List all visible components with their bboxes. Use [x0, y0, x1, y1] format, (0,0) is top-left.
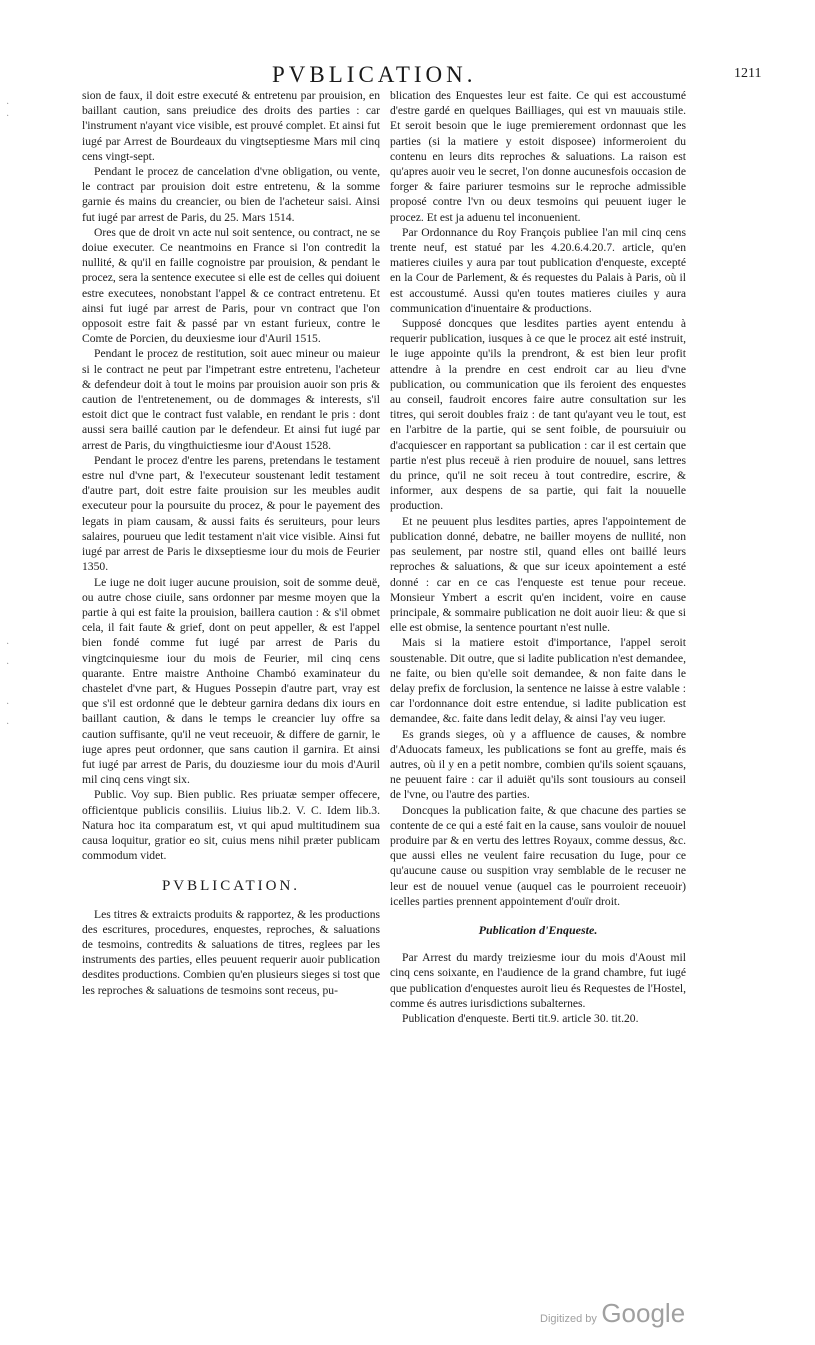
left-paragraph: Le iuge ne doit iuger aucune prouision, soit de somme deuë, ou autre chose ciuile, sans ordonner par mesme moyen que la partie à qui est faite la prouision, baillera caution : & s'il obmet cela, il fait faute & grief, dont on peut appeller, & est l'appel bien fondé comme fut iugé par arrest de Paris du vingtcinquiesme iour du mois de Feurier, mil cinq cens quarante. Entre maistre Anthoine Chambó examinateur du chastelet d'vne part, & Hugues Possepin d'autre part, vray est que s'il est ordonné que le debteur garnira dedans dix iours en baillant caution, & dans le temps le creancier luy offre sa caution suffisante, qu'il ne veut receuoir, & differe de garnir, le iuge apres peut ordonner, que sans caution il garnira. Et ainsi fut iugé par arrest de Paris, du douziesme iour du mois d'Auril mil cinq cens vingt six.: [82, 575, 380, 787]
right-paragraph: Doncques la publication faite, & que chacune des parties se contente de ce qui a esté fait en la cause, sans vouloir de nouuel produire par & en vertu des lettres Royaux, comme dessus, &c. que aussi elles ne veulent faire recusation du Iuge, pour ce qu'aucune cause ou suspition vray semblable de le recuser ne leur est de nouuel venue (auquel cas le pourroient receuoir) icelles parties prennent appointement d'ouïr droit.: [390, 803, 686, 908]
public-note: Public. Voy sup. Bien public. Res priuatæ semper offecere, officientque publicis consiliis. Liuius lib.2. V. C. Idem lib.3. Natura hoc ita comparatum est, vt qui apud multitudinem sua causa loquitur, gratior eo sit, cuius mens nihil præter publicam commodum videt.: [82, 788, 380, 863]
left-paragraph: Pendant le procez d'entre les parens, pretendans le testament estre nul d'vne part, & l'executeur soustenant ledit testament d'autre part, doit estre faite prouision sur les meubles audit executeur pour la poursuite du procez, & pour le payement des legats in piam causam, & aussi faits és seruiteurs, pour leurs salaires, pourueu que ledit testament n'ait vice visible. Ainsi fut iugé par arrest de Paris le dixseptiesme iour du mois de Feurier 1350.: [82, 453, 380, 574]
right-column: [390, 88, 686, 1026]
section-heading: PVBLICATION.: [161, 878, 301, 895]
google-logo: Google: [601, 1298, 686, 1328]
margin-mark-2: ·: [6, 111, 10, 122]
margin-mark-1: ·: [6, 99, 10, 110]
right-paragraph: Et ne peuuent plus lesdites parties, apres l'appointement de publication donné, debatre, ne bailler moyens de nullité, non pas seulement, par nostre stil, quand elles ont baillé leurs reproches & saluations, & que sur iceux apointement a esté donné : car en ce cas l'enqueste est tenue pour receue. Monsieur Ymbert a escrit qu'en incident, voire en cause principale, & sommaire publication ne doit auoir lieu: & que si elle est obmise, la sentence pourtant n'est nulle.: [390, 514, 686, 635]
margin-mark-4: ·: [6, 659, 10, 670]
running-head: PVBLICATION.: [272, 62, 477, 87]
watermark-prefix: Digitized by: [540, 1313, 597, 1325]
margin-mark-3: ·: [6, 639, 10, 650]
right-paragraph: Supposé doncques que lesdites parties ayent entendu à requerir publication, iusques à ce que le procez ait esté instruit, le iuge appointe qu'ils la prendront, & est bien leur profit attendre à la prendre en cest endroit car au lieu d'vne publication, ou communication que ils feroient des enquestes au conseil, faudroit encores faire autre consultation sur les titres, qui seroit doubles fraiz : de tant qu'ayant veu le tout, est en l'arbitre de la partie, qui se sent foible, de poursuiuir ou d'acquiescer en rapportant sa publication : car il est certain que partie n'est plus receuë à rien produire de nouuel, sans lettres du prince, qu'il ne soit receu à tout contredire, escrire, & informer, aux despens de sa partie, qui fait la nouuelle production.: [390, 317, 686, 513]
right-paragraph: Par Ordonnance du Roy François publiee l'an mil cinq cens trente neuf, est statué par les 4.20.6.4.20.7. article, qu'en matieres ciuiles y aura par tout publication d'enqueste, excepté en la Cour de Parlement, & és requestes du Palais à Paris, où il est accoustumé. Aussi qu'en toutes matieres ciuiles y aura communication d'inuentaire & productions.: [390, 225, 686, 315]
left-paragraph: sion de faux, il doit estre executé & entretenu par prouision, en baillant caution, sans preiudice des droits des parties : car l'instrument n'ayant vice visible, est prouvé complet. Et ainsi fut iugé par Arrest de Bourdeaux du vingtseptiesme Mars mil cinq cens vingt-sept.: [82, 89, 380, 163]
left-paragraph: Pendant le procez de cancelation d'vne obligation, ou vente, le contract par prouision doit estre entretenu, & la somme garnie és mains du creancier, ou bien de l'acheteur saisi. Ainsi fut iugé par arrest de Paris, du 25. Mars 1514.: [82, 165, 380, 224]
margin-mark-6: ·: [6, 719, 10, 730]
right-paragraph: Es grands sieges, où y a affluence de causes, & nombre d'Aduocats fameux, les publications se font au greffe, mais és autres, où il y en a petit nombre, combien qu'ils soient sçauans, ne peuuent faire : car il aduiët qu'ils sont tousiours au conseil de l'vne, ou l'autre des parties.: [390, 727, 686, 802]
right-paragraph: Mais si la matiere estoit d'importance, l'appel seroit soustenable. Dit outre, que si ladite publication n'est demandee, ne faite, ou bien qu'elle soit demandee, & non faite dans le delay prefix de forclusion, la sentence ne laisse à estre valable : car l'ordonnance doit estre entendue, si ladite publication est demandee, &c. faite dans ledit delay, & ainsi l'ay veu iuger.: [390, 636, 686, 726]
section-paragraph: Les titres & extraicts produits & rapportez, & les productions des escritures, procedures, enquestes, reproches, & saluations de tesmoins, contredits & saluations de titres, reglees par les instruments des parties, elles peuuent requerir auoir publication desdites productions. Combien qu'en plusieurs sieges si tost que les reproches & saluations de tesmoins sont receus, pu-: [82, 907, 380, 997]
right-post-paragraph: Publication d'enqueste. Berti tit.9. article 30. tit.20.: [402, 1011, 639, 1025]
left-column: [82, 88, 380, 998]
left-paragraph: Ores que de droit vn acte nul soit sentence, ou contract, ne se doiue executer. Ce neantmoins en France si l'on contredit la nullité, & qu'il en faille cognoistre par prouision, & pendant le procez, sera la sentence executee si elle est de celles qui doiuent estre executees, nonobstant l'appel & ce contract entretenu. Et ainsi fut iugé par arrest de Paris, pour vn contract que l'on opposoit estre fait & passé par vn estant furieux, contre le Comte de Porcien, du deuxiesme iour d'Auril 1515.: [82, 225, 380, 346]
right-post-paragraph: Par Arrest du mardy treiziesme iour du mois d'Aoust mil cinq cens soixante, en l'audience de la grand chambre, fut iugé que publication d'enquestes auroit lieu és Requestes de l'Hostel, comme és autres iurisdictions subalternes.: [390, 951, 686, 1010]
sub-heading: Publication d'Enqueste.: [478, 922, 598, 937]
left-paragraph: Pendant le procez de restitution, soit auec mineur ou maieur si le contract ne peut par l'impetrant estre entretenu, l'acheteur & defendeur doit à tout le moins par prouision auoir son pris & caution de l'entretenement, ou de dommages & interests, s'il estoit dict que le contract fust valable, en rendant le pris : dont aussi sera baillé caution par le defendeur. Et ainsi fut iugé par arrest de Paris, du vingthuictiesme iour d'Aoust 1528.: [82, 347, 380, 452]
margin-mark-5: ·: [6, 699, 10, 710]
right-paragraph: blication des Enquestes leur est faite. Ce qui est accoustumé d'estre gardé en quelques Bailliages, qui est vn mauuais stile. Et seroit besoin que le iuge premierement ordonnast que les parties (si la matiere y estoit disposee) informeroient du contenu en leurs dits reproches & saluations. La raison est qu'apres auoir veu le secret, l'on donne aucunesfois occasion de forger & faire pariurer tesmoins sur le reproche admissible proposé contre l'vn ou deux tesmoins qui peuuent iuger le procez. Et est ja aduenu tel inconuenient.: [390, 89, 686, 224]
page-number: 1211: [734, 66, 762, 81]
digitized-watermark: [540, 1298, 685, 1329]
